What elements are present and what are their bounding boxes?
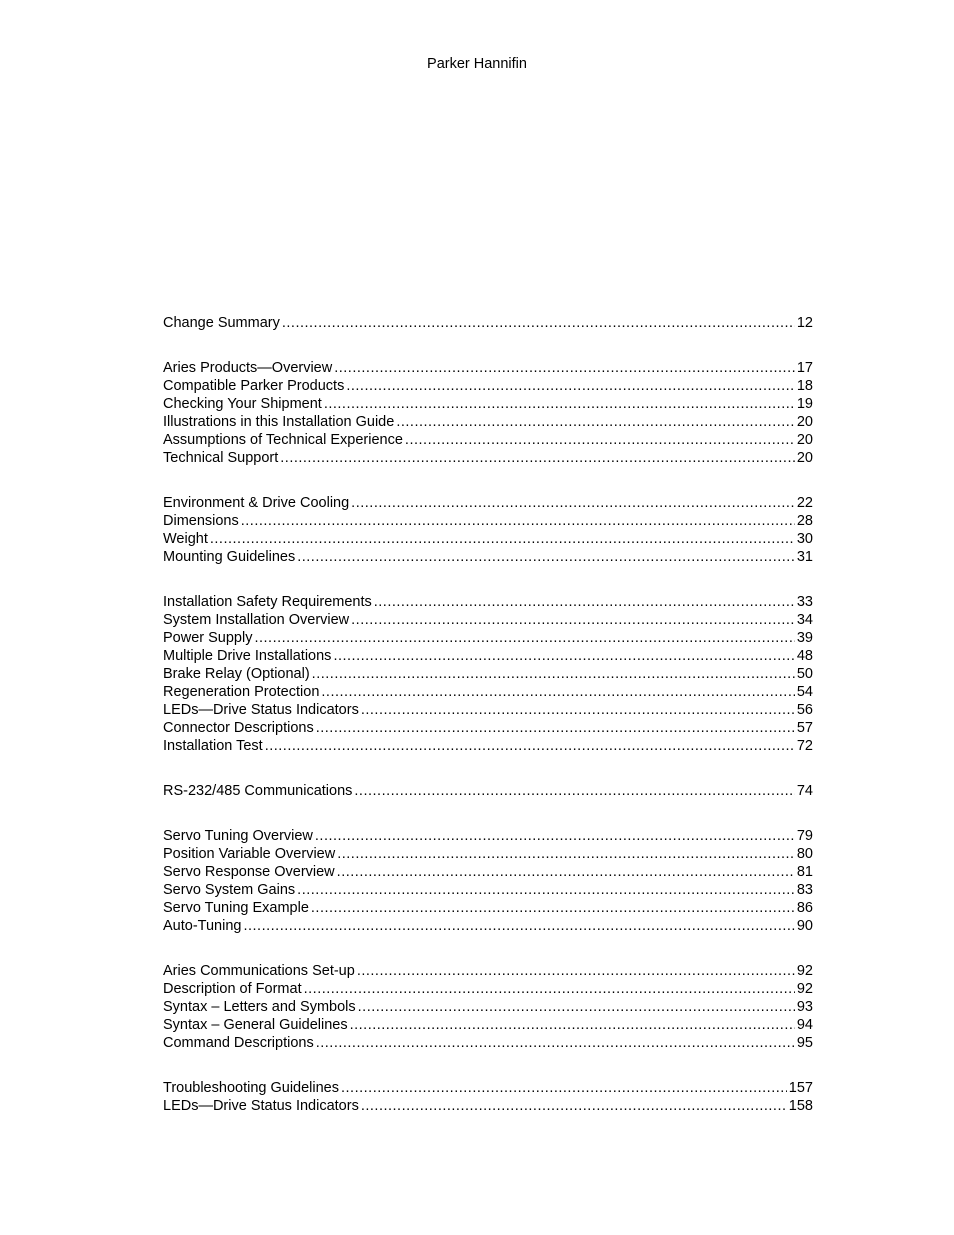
toc-dot-leader: [210, 530, 795, 548]
toc-entry[interactable]: [163, 827, 813, 845]
toc-page-number: 20: [796, 432, 813, 448]
toc-page-number: 20: [796, 450, 813, 466]
toc-entry-title: LEDs—Drive Status Indicators: [163, 1098, 359, 1114]
toc-entry[interactable]: [163, 962, 813, 980]
toc-entry-title: Aries Communications Set-up: [163, 963, 355, 979]
toc-entry-title: LEDs—Drive Status Indicators: [163, 702, 359, 718]
toc-section: [163, 494, 813, 566]
toc-entry-title: Change Summary: [163, 315, 280, 331]
toc-page-number: 92: [796, 981, 813, 997]
toc-entry[interactable]: [163, 998, 813, 1016]
toc-entry-title: Connector Descriptions: [163, 720, 314, 736]
toc-entry-title: Installation Test: [163, 738, 263, 754]
toc-page-number: 33: [796, 594, 813, 610]
toc-dot-leader: [280, 449, 795, 467]
toc-entry[interactable]: [163, 917, 813, 935]
toc-dot-leader: [351, 494, 795, 512]
toc-entry[interactable]: [163, 1097, 813, 1115]
toc-dot-leader: [311, 899, 795, 917]
toc-page-number: 72: [796, 738, 813, 754]
toc-entry-title: Command Descriptions: [163, 1035, 314, 1051]
toc-section: [163, 1079, 813, 1115]
toc-entry[interactable]: [163, 494, 813, 512]
toc-entry-title: Troubleshooting Guidelines: [163, 1080, 339, 1096]
toc-dot-leader: [351, 611, 795, 629]
toc-page-number: 74: [796, 783, 813, 799]
toc-entry[interactable]: [163, 845, 813, 863]
toc-entry-title: Technical Support: [163, 450, 279, 466]
toc-dot-leader: [350, 1016, 795, 1034]
toc-entry[interactable]: [163, 980, 813, 998]
toc-dot-leader: [316, 1034, 795, 1052]
toc-dot-leader: [316, 719, 795, 737]
toc-entry-title: Syntax – General Guidelines: [163, 1017, 348, 1033]
toc-page-number: 92: [796, 963, 813, 979]
toc-dot-leader: [341, 1079, 787, 1097]
toc-section: [163, 314, 813, 332]
toc-section: [163, 593, 813, 755]
toc-page-number: 79: [796, 828, 813, 844]
toc-page-number: 34: [796, 612, 813, 628]
toc-entry-title: Multiple Drive Installations: [163, 648, 332, 664]
toc-entry[interactable]: [163, 629, 813, 647]
toc-section: [163, 359, 813, 467]
toc-dot-leader: [324, 395, 795, 413]
toc-dot-leader: [354, 782, 794, 800]
toc-entry-title: Compatible Parker Products: [163, 378, 345, 394]
toc-dot-leader: [321, 683, 794, 701]
toc-page-number: 54: [796, 684, 813, 700]
toc-dot-leader: [241, 512, 795, 530]
toc-dot-leader: [337, 863, 795, 881]
toc-dot-leader: [361, 1097, 787, 1115]
toc-entry-title: Illustrations in this Installation Guide: [163, 414, 395, 430]
toc-entry[interactable]: [163, 314, 813, 332]
toc-entry-title: RS-232/485 Communications: [163, 783, 353, 799]
toc-page-number: 94: [796, 1017, 813, 1033]
toc-entry-title: Description of Format: [163, 981, 302, 997]
toc-dot-leader: [346, 377, 795, 395]
toc-entry-title: Servo Tuning Example: [163, 900, 309, 916]
toc-dot-leader: [374, 593, 795, 611]
toc-entry-title: Position Variable Overview: [163, 846, 336, 862]
toc-entry-title: Servo Response Overview: [163, 864, 335, 880]
toc-page-number: 12: [796, 315, 813, 331]
toc-page-number: 48: [796, 648, 813, 664]
toc-entry-title: Weight: [163, 531, 208, 547]
toc-page-number: 158: [788, 1098, 813, 1114]
toc-dot-leader: [333, 647, 794, 665]
toc-entry-title: Auto-Tuning: [163, 918, 242, 934]
toc-entry-title: Power Supply: [163, 630, 253, 646]
page-header: Parker Hannifin: [427, 56, 527, 72]
toc-page-number: 90: [796, 918, 813, 934]
toc-entry[interactable]: [163, 782, 813, 800]
toc-page-number: 39: [796, 630, 813, 646]
toc-entry[interactable]: [163, 413, 813, 431]
toc-entry[interactable]: [163, 611, 813, 629]
toc-page-number: 19: [796, 396, 813, 412]
toc-entry[interactable]: [163, 719, 813, 737]
toc-page-number: 95: [796, 1035, 813, 1051]
toc-page-number: 83: [796, 882, 813, 898]
toc-entry-title: Checking Your Shipment: [163, 396, 322, 412]
toc-entry-title: System Installation Overview: [163, 612, 350, 628]
toc-dot-leader: [243, 917, 794, 935]
toc-dot-leader: [396, 413, 795, 431]
toc-dot-leader: [334, 359, 795, 377]
toc-entry[interactable]: [163, 395, 813, 413]
toc-page-number: 86: [796, 900, 813, 916]
toc-dot-leader: [358, 998, 795, 1016]
toc-page-number: 93: [796, 999, 813, 1015]
toc-entry[interactable]: [163, 647, 813, 665]
toc-entry-title: Aries Products—Overview: [163, 360, 333, 376]
toc-entry-title: Installation Safety Requirements: [163, 594, 372, 610]
toc-page-number: 80: [796, 846, 813, 862]
toc-dot-leader: [254, 629, 794, 647]
toc-page-number: 57: [796, 720, 813, 736]
toc-entry-title: Mounting Guidelines: [163, 549, 296, 565]
toc-entry-title: Regeneration Protection: [163, 684, 320, 700]
toc-page-number: 157: [788, 1080, 813, 1096]
toc-entry[interactable]: [163, 683, 813, 701]
toc-entry[interactable]: [163, 530, 813, 548]
toc-dot-leader: [312, 665, 795, 683]
toc-dot-leader: [357, 962, 795, 980]
toc-entry[interactable]: [163, 1016, 813, 1034]
toc-dot-leader: [265, 737, 795, 755]
toc-entry[interactable]: [163, 593, 813, 611]
toc-page-number: 22: [796, 495, 813, 511]
toc-entry-title: Servo System Gains: [163, 882, 296, 898]
toc-page-number: 30: [796, 531, 813, 547]
toc-entry[interactable]: [163, 449, 813, 467]
toc-dot-leader: [337, 845, 795, 863]
toc-entry[interactable]: [163, 665, 813, 683]
toc-entry[interactable]: [163, 512, 813, 530]
toc-dot-leader: [297, 548, 795, 566]
toc-page-number: 56: [796, 702, 813, 718]
toc-section: [163, 782, 813, 800]
toc-dot-leader: [297, 881, 795, 899]
toc-dot-leader: [361, 701, 795, 719]
toc-page-number: 20: [796, 414, 813, 430]
toc-entry[interactable]: [163, 881, 813, 899]
toc-entry-title: Syntax – Letters and Symbols: [163, 999, 356, 1015]
toc-entry-title: Dimensions: [163, 513, 239, 529]
toc-entry[interactable]: [163, 701, 813, 719]
toc-page-number: 28: [796, 513, 813, 529]
toc-page-number: 17: [796, 360, 813, 376]
toc-entry[interactable]: [163, 548, 813, 566]
toc-entry-title: Environment & Drive Cooling: [163, 495, 350, 511]
toc-page-number: 18: [796, 378, 813, 394]
toc-dot-leader: [282, 314, 795, 332]
toc-page-number: 31: [796, 549, 813, 565]
toc-entry[interactable]: [163, 1034, 813, 1052]
toc-dot-leader: [405, 431, 795, 449]
toc-entry[interactable]: [163, 863, 813, 881]
toc-dot-leader: [315, 827, 795, 845]
toc-entry-title: Servo Tuning Overview: [163, 828, 313, 844]
toc-entry-title: Brake Relay (Optional): [163, 666, 310, 682]
toc-dot-leader: [304, 980, 795, 998]
toc-entry[interactable]: [163, 737, 813, 755]
toc-section: [163, 962, 813, 1052]
toc-entry[interactable]: [163, 1079, 813, 1097]
toc-page-number: 50: [796, 666, 813, 682]
toc-entry[interactable]: [163, 899, 813, 917]
table-of-contents: [163, 314, 813, 1115]
toc-entry[interactable]: [163, 359, 813, 377]
toc-section: [163, 827, 813, 935]
toc-entry[interactable]: [163, 377, 813, 395]
toc-entry[interactable]: [163, 431, 813, 449]
toc-entry-title: Assumptions of Technical Experience: [163, 432, 403, 448]
toc-page-number: 81: [796, 864, 813, 880]
